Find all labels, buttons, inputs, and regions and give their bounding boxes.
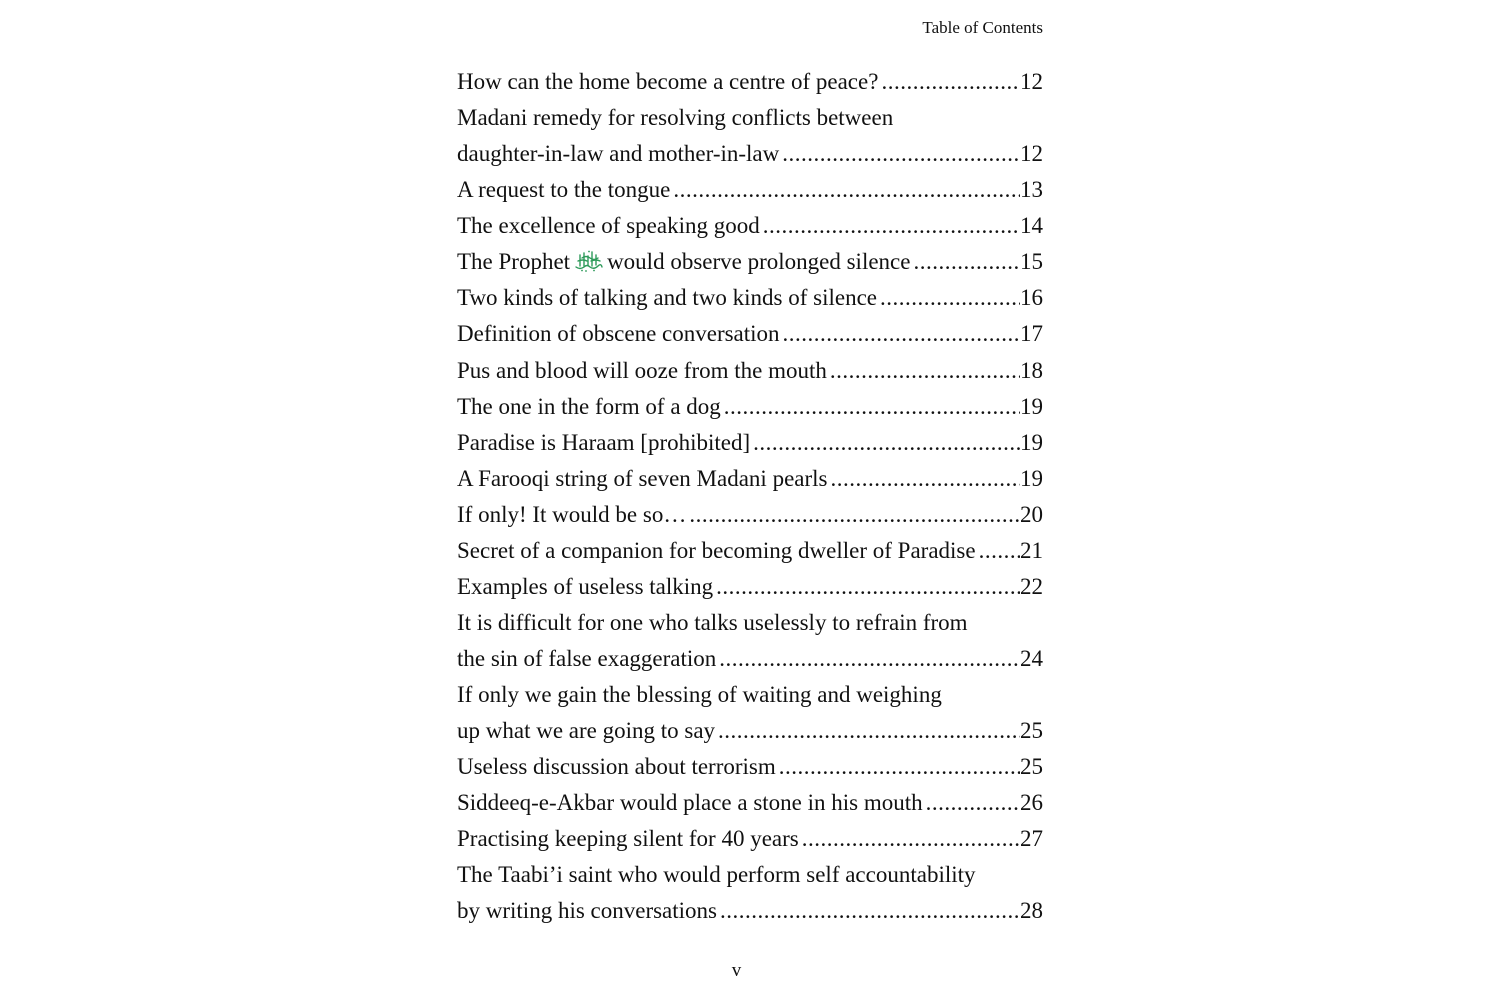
dot-leader: [913, 244, 1020, 280]
toc-entry-title: Definition of obscene conversation: [457, 321, 780, 347]
toc-entry[interactable]: [457, 64, 1043, 100]
toc-entry[interactable]: [457, 749, 1043, 785]
toc-entry-title: It is difficult for one who talks uselessly to refrain from: [457, 609, 968, 635]
toc-entry[interactable]: [457, 677, 1043, 713]
toc-entry-title: Pus and blood will ooze from the mouth: [457, 357, 827, 383]
toc-page-number: 19: [1020, 465, 1043, 491]
toc-entry[interactable]: [457, 857, 1043, 893]
toc-entry-title-part: would observe prolonged silence: [607, 249, 911, 275]
toc-entry-title: up what we are going to say: [457, 718, 716, 744]
toc-page-number: 19: [1020, 429, 1043, 455]
toc-entry[interactable]: [457, 316, 1043, 352]
toc-page-number: 18: [1020, 357, 1043, 383]
toc-page-number: 14: [1020, 213, 1043, 239]
toc-page-number: 25: [1020, 718, 1043, 744]
dot-leader: [802, 821, 1020, 857]
dot-leader: [881, 64, 1020, 100]
toc-entry-title: [457, 244, 910, 280]
toc-page-number: 22: [1020, 573, 1043, 599]
toc-entry[interactable]: [457, 425, 1043, 461]
dot-leader: [830, 353, 1020, 389]
dot-leader: [720, 893, 1020, 929]
toc-entry-title-part: The Prophet: [457, 249, 571, 275]
dot-leader: [689, 497, 1020, 533]
dot-leader: [880, 280, 1020, 316]
dot-leader: [753, 425, 1020, 461]
dot-leader: [718, 713, 1020, 749]
toc-entry[interactable]: [457, 533, 1043, 569]
dot-leader: [779, 749, 1020, 785]
dot-leader: [716, 569, 1020, 605]
toc-page-number: 21: [1020, 537, 1043, 563]
dot-leader: [979, 533, 1020, 569]
toc-page-number: 24: [1020, 646, 1043, 671]
toc-page-number: 19: [1020, 393, 1043, 419]
toc-entry-title: Siddeeq-e-Akbar would place a stone in his mouth: [457, 790, 923, 816]
toc-entry-title: If only we gain the blessing of waiting and weighing: [457, 682, 942, 708]
toc-entry-title: Madani remedy for resolving conflicts between: [457, 105, 894, 131]
toc-page-number: 28: [1020, 898, 1043, 924]
toc-entry-title: Two kinds of talking and two kinds of silence: [457, 285, 877, 311]
toc-entry-title: The one in the form of a dog: [457, 393, 721, 419]
toc-entry[interactable]: [457, 497, 1043, 533]
toc-page-number: 27: [1020, 826, 1043, 852]
toc-entry[interactable]: [457, 172, 1043, 208]
toc-entry[interactable]: [457, 569, 1043, 605]
toc-entry[interactable]: [457, 353, 1043, 389]
toc-entry[interactable]: [457, 208, 1043, 244]
toc-page-number: 15: [1020, 249, 1043, 275]
toc-entry-title: If only! It would be so…: [457, 501, 687, 527]
toc-page-number: 20: [1020, 501, 1043, 527]
toc-entry[interactable]: [457, 100, 1043, 136]
toc-entry[interactable]: [457, 280, 1043, 316]
dot-leader: [719, 641, 1020, 677]
toc-page-number: 12: [1020, 141, 1043, 167]
running-header: Table of Contents: [922, 18, 1043, 37]
dot-leader: [830, 461, 1020, 497]
toc-page-number: 12: [1020, 69, 1043, 94]
dot-leader: [783, 316, 1020, 352]
dot-leader: [673, 172, 1020, 208]
toc-page-number: 25: [1020, 754, 1043, 780]
toc-page-number: 17: [1020, 321, 1043, 347]
toc-entry-title: daughter-in-law and mother-in-law: [457, 141, 780, 167]
toc-entry-title: Secret of a companion for becoming dweller of Paradise: [457, 537, 976, 563]
toc-entry[interactable]: [457, 785, 1043, 821]
page-folio: v: [731, 960, 742, 981]
salawat-calligraphy-icon: [574, 249, 604, 273]
toc-entry-title: A Farooqi string of seven Madani pearls: [457, 465, 828, 491]
toc-entry-title: the sin of false exaggeration: [457, 646, 717, 671]
toc-entry[interactable]: [457, 244, 1043, 280]
toc-page-number: 16: [1020, 285, 1043, 311]
dot-leader: [724, 389, 1020, 425]
dot-leader: [763, 208, 1020, 244]
toc-entry[interactable]: [457, 713, 1043, 749]
table-of-contents: [457, 64, 1043, 930]
toc-entry-title: Paradise is Haraam [prohibited]: [457, 429, 751, 455]
toc-entry[interactable]: [457, 389, 1043, 425]
toc-entry[interactable]: [457, 136, 1043, 172]
toc-entry[interactable]: [457, 893, 1043, 929]
dot-leader: [926, 785, 1020, 821]
toc-page-number: 26: [1020, 790, 1043, 816]
toc-entry-title: by writing his conversations: [457, 898, 717, 924]
toc-entry-title: The Taabi’i saint who would perform self accountability: [457, 862, 976, 888]
toc-page-number: 13: [1020, 177, 1043, 203]
toc-entry-title: The excellence of speaking good: [457, 213, 760, 239]
dot-leader: [782, 136, 1020, 172]
toc-entry-title: A request to the tongue: [457, 177, 671, 203]
toc-entry[interactable]: [457, 821, 1043, 857]
toc-entry-title: Useless discussion about terrorism: [457, 754, 776, 780]
toc-entry-title: Examples of useless talking: [457, 573, 714, 599]
toc-entry-title: Practising keeping silent for 40 years: [457, 826, 799, 852]
toc-entry[interactable]: [457, 641, 1043, 677]
toc-entry[interactable]: [457, 605, 1043, 641]
toc-entry-title: How can the home become a centre of peace?: [457, 69, 879, 94]
toc-entry[interactable]: [457, 461, 1043, 497]
